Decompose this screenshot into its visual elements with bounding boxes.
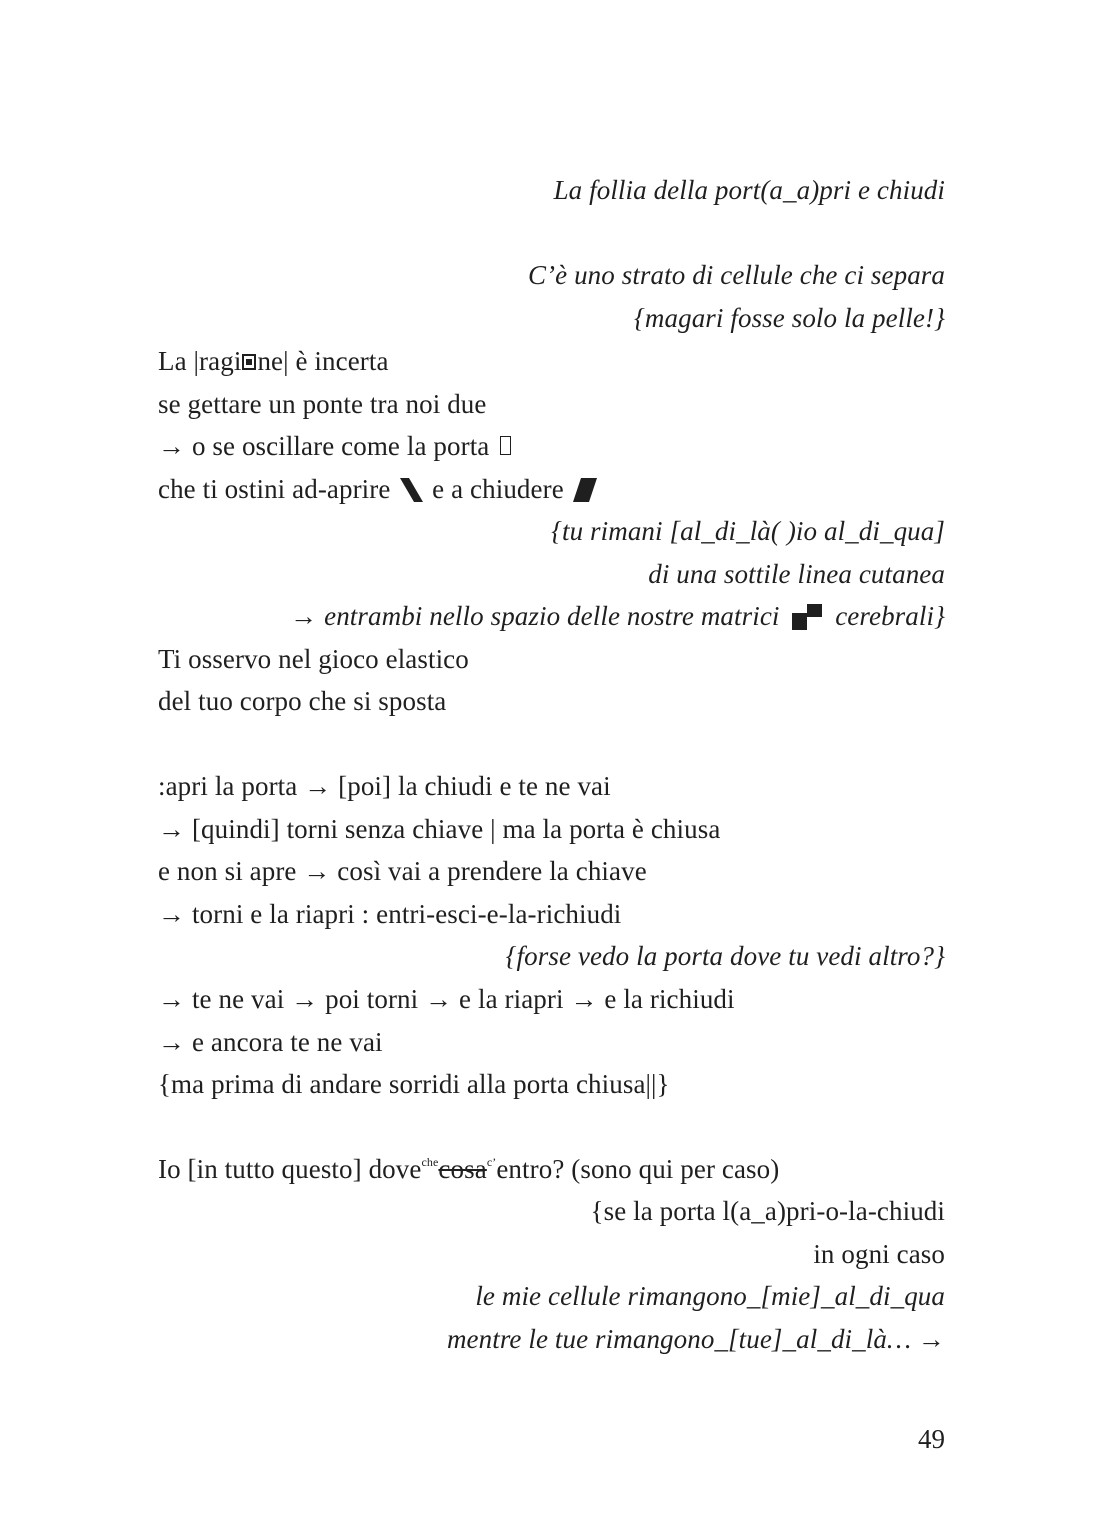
door-closing-icon [571,476,599,504]
stanza2-line-7: → e ancora te ne vai [158,1027,383,1057]
page-number: 49 [918,1424,945,1454]
stanza3-line-2: {se la porta l(a_a)pri-o-la-chiudi [590,1196,945,1226]
stanza2-line-5: {forse vedo la porta dove tu vedi altro?} [505,941,945,971]
text-segment: che ti ostini ad-aprire [158,474,398,504]
stanza1-line-4 [158,472,945,506]
door-opening-icon [397,476,425,504]
text-segment: entro? (sono qui per caso) [496,1154,780,1184]
poem-title: La follia della port(a_a)pri e chiudi [553,175,945,205]
stanza1-line-6: di una sottile linea cutanea [648,559,945,589]
stanza2-line-3: e non si apre → così vai a prendere la chiave [158,856,647,886]
text-segment: La [158,346,194,376]
stanza3-line-4: le mie cellule rimangono_[mie]_al_di_qua [475,1281,945,1311]
door-icon [500,436,511,455]
text-segment: Io [in tutto questo] dove [158,1154,422,1184]
stanza2-line-4: → torni e la riapri : entri-esci-e-la-richiudi [158,899,622,929]
stanza1-line-2: se gettare un ponte tra noi due [158,389,487,419]
stanza3-line-5: mentre le tue rimangono_[tue]_al_di_là… → [446,1324,945,1354]
stanza3-line-1 [158,1152,945,1186]
text-segment: → entrambi nello spazio delle nostre matrici [290,601,787,631]
bar-mark: | [283,346,289,376]
stanza1-line-5: {tu rimani [al_di_là( )io al_di_qua] [551,516,945,546]
epigraph-line-1: C’è uno strato di cellule che ci separa [527,260,945,290]
text-segment: → o se oscillare come la porta [158,431,497,461]
stanza1-line-1 [158,344,945,378]
stanza2-line-6: → te ne vai → poi torni → e la riapri → e la richiudi [158,984,735,1014]
text-segment: ne [257,346,284,376]
stanza2-line-8: {ma prima di andare sorridi alla porta chiusa||} [158,1069,670,1099]
stanza2-line-1: :apri la porta → [poi] la chiudi e te ne vai [158,771,611,801]
text-segment: ragi [199,346,242,376]
text-segment: cerebrali} [828,601,945,631]
stanza1-line-3 [158,429,945,463]
stanza3-line-3: in ogni caso [813,1239,945,1269]
stanza1-line-8: Ti osservo nel gioco elastico [158,644,469,674]
superscript-insertion: c’ [486,1155,497,1169]
bar-mark: | [193,346,200,376]
stanza2-line-2: → [quindi] torni senza chiave | ma la porta è chiusa [158,814,721,844]
square-o-icon [242,354,256,370]
struck-word: cosa [438,1154,487,1184]
text-segment: e a chiudere [425,474,571,504]
superscript-insertion: che [421,1155,439,1169]
epigraph-line-2: {magari fosse solo la pelle!} [634,303,945,333]
checker-icon [792,604,822,630]
text-segment: è incerta [288,346,389,376]
stanza1-line-7 [158,599,945,633]
stanza1-line-9: del tuo corpo che si sposta [158,686,447,716]
